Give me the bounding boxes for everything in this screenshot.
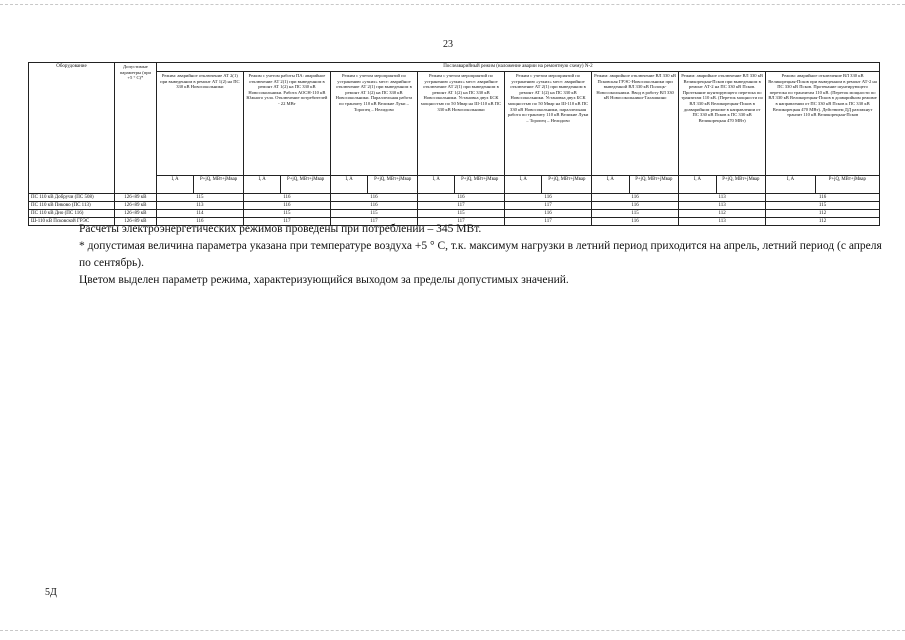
subheader-power: P+jQ, МВт+jМвар	[368, 176, 418, 194]
note-highlight: Цветом выделен параметр режима, характеризующийся выходом за пределы допустимых значений.	[79, 274, 569, 286]
row-equipment: ПС 110 кВ Пнково (ПС 113)	[29, 202, 115, 210]
footer-code: 5Д	[45, 587, 57, 598]
subheader-power: P+jQ, МВт+jМвар	[194, 176, 244, 194]
subheader-current: I, A	[592, 176, 629, 194]
row-value-cell: 117	[417, 202, 504, 210]
subheader-power: P+jQ, МВт+jМвар	[629, 176, 679, 194]
row-value-cell: 116	[592, 218, 679, 226]
scenario-header: Режим с учетом мероприятий по устранению «узких» мест: аварийное отключение АТ 2(1) при выведенном в ремонт АТ 1(2) на ПС 330 кВ Новосокольники. Установка двух БСК мощностью по 50 Мвар на Ш-110 кВ ПС 330 кВ Новосокольники	[417, 72, 504, 176]
row-value-cell: 115	[330, 210, 417, 218]
row-value-cell: 112	[679, 210, 766, 218]
voltage-table	[28, 62, 880, 226]
row-allowed-param: 126÷89 кВ	[114, 194, 156, 202]
subheader-current: I, A	[679, 176, 716, 194]
row-value-cell: 113	[679, 218, 766, 226]
row-value-cell: 117	[243, 218, 330, 226]
table-row	[29, 202, 880, 210]
row-value-cell: 117	[505, 202, 592, 210]
subheader-current: I, A	[766, 176, 816, 194]
row-value-cell: 115	[156, 194, 243, 202]
scenario-header: Режим с учетом мероприятий по устранению «узких» мест: аварийное отключение АТ 2(1) при выведенном в ремонт АТ 1(2) на ПС 330 кВ Новосокольники. Параллельная работа по транзиту 110 кВ Великие Луки – Торопец – Нелидово	[330, 72, 417, 176]
row-value-cell: 116	[156, 218, 243, 226]
header-equipment: Оборудование	[29, 63, 115, 194]
row-value-cell: 116	[243, 202, 330, 210]
header-scenario-group: Послеаварийный режим (наложение аварии на ремонтную схему) N-2	[156, 63, 879, 72]
subheader-current: I, A	[243, 176, 280, 194]
scenario-header: Режим с учетом мероприятий по устранению «узких» мест: аварийное отключение АТ 2(1) при выведенном в ремонт АТ 1(2) на ПС 330 кВ Новосокольники. Установка двух БСК мощностью по 50 Мвар на Ш-110 кВ ПС 330 кВ Новосокольники, параллельная работа по транзиту 110 кВ Великие Луки – Торопец – Нелидово	[505, 72, 592, 176]
scenario-header: Режим: аварийное отключение ВЛ 330 кВ Великорецкая-Псков при выведенном в ремонт АТ-2 на ПС 330 кВ Псков. Протекание шунтирующего перетока по транзитам 110 кВ. (Переток мощности по ВЛ 330 кВ Великорецкая-Псков в доаварийном режиме в направлении от ПС 330 кВ Псков к ПС 330 кВ Великорецкая 470 МВт)	[679, 72, 766, 176]
scenario-header: Режим: аварийное отключение ВЛ 330 кВ Псковская ГРЭС-Новосокольники при выведенной ВЛ 330 кВ Полоцк-Новосокольники. Ввод в работу ВЛ 330 кВ Новосокольники-Талашкино	[592, 72, 679, 176]
row-value-cell: 112	[766, 210, 880, 218]
subheader-power: P+jQ, МВт+jМвар	[281, 176, 331, 194]
subheader-current: I, A	[417, 176, 454, 194]
row-value-cell: 113	[679, 202, 766, 210]
subheader-current: I, A	[330, 176, 367, 194]
header-allowed-params: Допустимые параметры (при +5 ° С)*	[114, 63, 156, 194]
subheader-power: P+jQ, МВт+jМвар	[716, 176, 766, 194]
row-value-cell: 116	[592, 194, 679, 202]
row-equipment: ПС 110 кВ Дно (ПС 116)	[29, 210, 115, 218]
scenario-header: Режим: аварийное отключение ВЛ 330 кВ Великорецкая-Псков при выведенном в ремонт АТ-2 на ПС 330 кВ Псков. Протекание шунтирующего перетока по транзитам 110 кВ. (Переток мощности по ВЛ 330 кВ Великорецкая-Псков в доаварийном режиме в направлении от ПС 330 кВ Псков к ПС 330 кВ Великорецкая 470 МВт). Действием ДД разомкнут транзит 110 кВ Великорецкая-Псков	[766, 72, 880, 176]
row-allowed-param: 126÷89 кВ	[114, 202, 156, 210]
scan-edge-top	[0, 4, 905, 5]
scan-edge-bottom	[0, 630, 905, 631]
scenario-header: Режим: аварийное отключение АТ 2(1) при выведенном в ремонт АТ 1(2) на ПС 330 кВ Новосокольники	[156, 72, 243, 176]
row-value-cell: 116	[243, 194, 330, 202]
row-value-cell: 114	[156, 210, 243, 218]
row-value-cell: 115	[243, 210, 330, 218]
row-value-cell: 116	[505, 210, 592, 218]
row-allowed-param: 126÷89 кВ	[114, 218, 156, 226]
row-value-cell: 112	[766, 218, 880, 226]
row-value-cell: 116	[330, 202, 417, 210]
notes-block	[79, 221, 889, 289]
subheader-power: P+jQ, МВт+jМвар	[455, 176, 505, 194]
scenario-header: Режим с учетом работы ПА: аварийное отключение АТ 2(1) при выведенном в ремонт АТ 1(2) на ПС 330 кВ Новосокольники. Работа АОСН-110 кВ Южного узла. Отключение потребителей - 22 МВт	[243, 72, 330, 176]
subheader-current: I, A	[505, 176, 542, 194]
row-allowed-param: 126÷89 кВ	[114, 210, 156, 218]
note-temperature: * допустимая величина параметра указана при температуре воздуха +5 ° С, т.к. максимум нагрузки в летний период приходится на апрель, летний период (с апреля по сентябрь).	[79, 240, 882, 269]
subheader-power: P+jQ, МВт+jМвар	[542, 176, 592, 194]
row-value-cell: 116	[417, 194, 504, 202]
row-value-cell: 115	[766, 202, 880, 210]
row-value-cell: 115	[417, 210, 504, 218]
table-row	[29, 194, 880, 202]
row-value-cell: 115	[592, 210, 679, 218]
row-value-cell: 117	[330, 218, 417, 226]
subheader-power: P+jQ, МВт+jМвар	[815, 176, 879, 194]
row-value-cell: 113	[156, 202, 243, 210]
table-row	[29, 210, 880, 218]
row-value-cell: 116	[505, 194, 592, 202]
page-number: 23	[443, 39, 453, 50]
row-value-cell: 116	[592, 202, 679, 210]
row-value-cell: 117	[505, 218, 592, 226]
row-equipment: ПС 110 кВ Добручи (ПС 508)	[29, 194, 115, 202]
row-equipment: Ш-110 кВ Псковской ГРЭС	[29, 218, 115, 226]
note-consumption: Расчеты электроэнергетических режимов проведены при потреблении – 345 МВт.	[79, 223, 482, 235]
row-value-cell: 116	[330, 194, 417, 202]
row-value-cell: 113	[679, 194, 766, 202]
row-value-cell: 117	[417, 218, 504, 226]
subheader-current: I, A	[156, 176, 193, 194]
row-value-cell: 116	[766, 194, 880, 202]
